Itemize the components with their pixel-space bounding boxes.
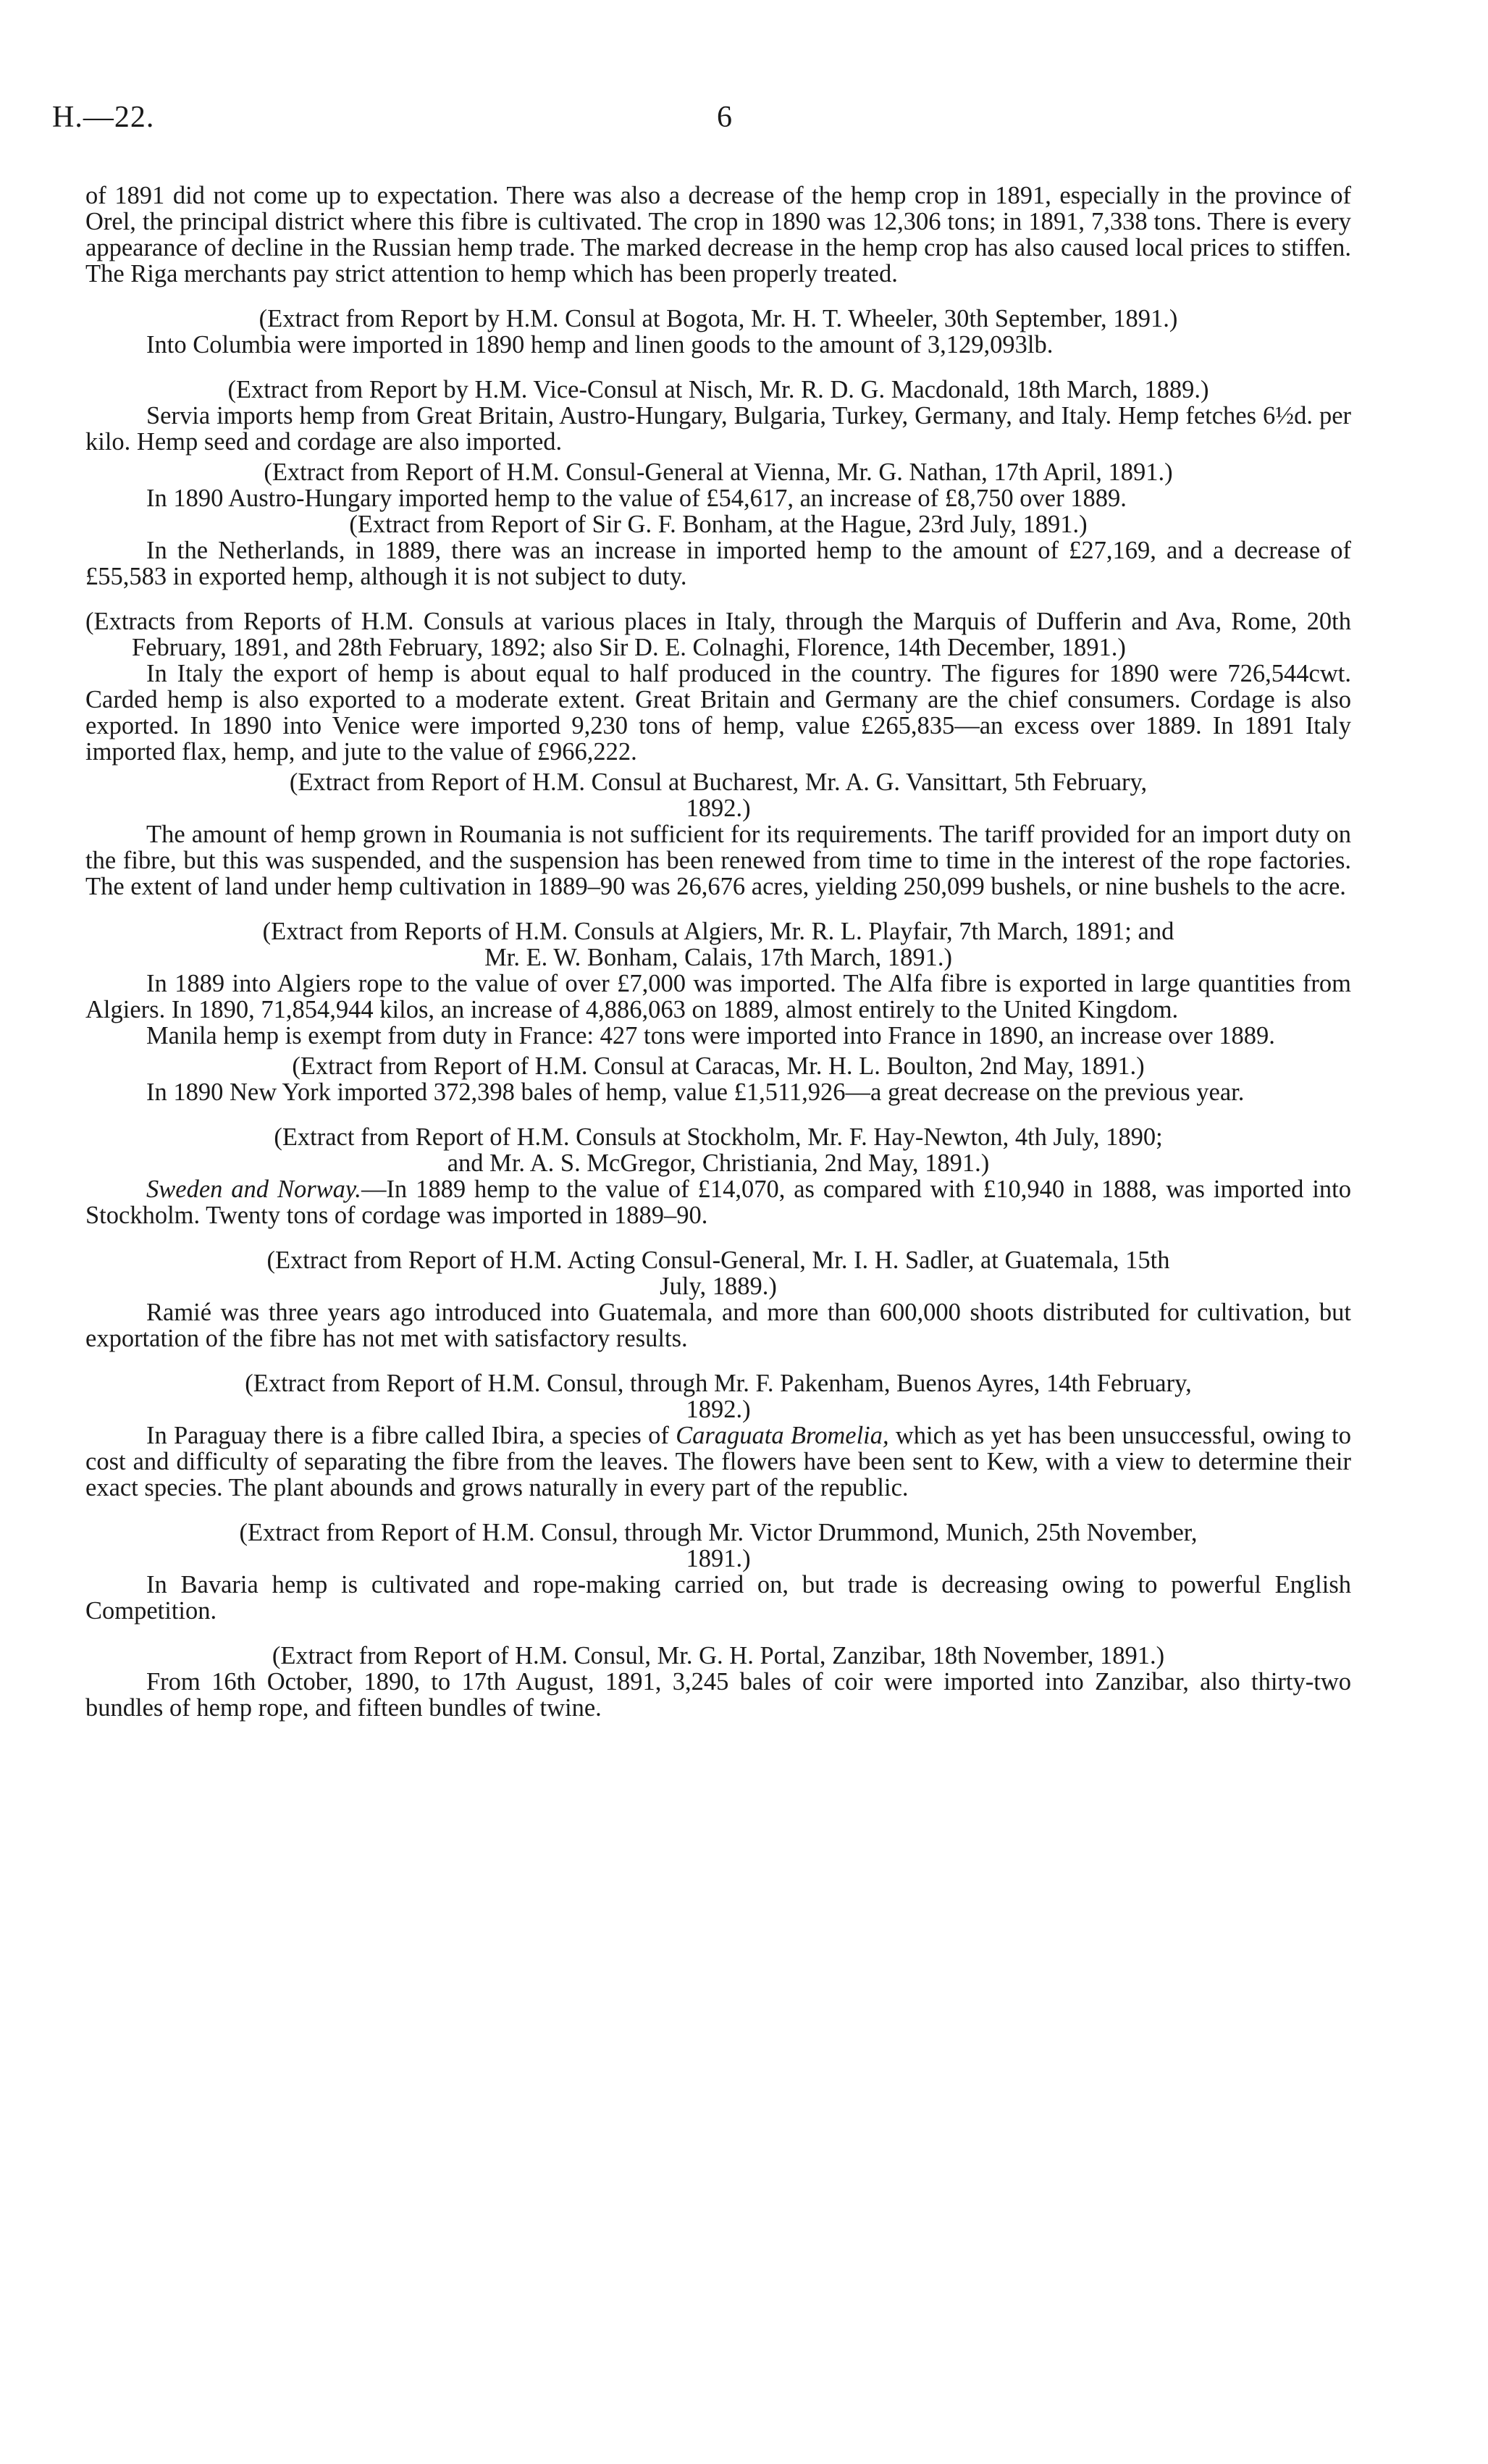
paragraph-paraguay [85,1422,1351,1501]
extract-heading-italy: (Extracts from Reports of H.M. Consuls at various places in Italy, through the Marquis of Dufferin and Ava, Rome, 20th February, 1891, and 28th February, 1892; also Sir D. E. Colnaghi, Florence, 14th December, 1891.) [85,608,1351,661]
extract-heading-bucharest-line1: (Extract from Report of H.M. Consul at Bucharest, Mr. A. G. Vansittart, 5th February, [289,768,1148,796]
document-reference: H.—22. [52,101,155,134]
paragraph-bavaria: In Bavaria hemp is cultivated and rope-making carried on, but trade is decreasing owing to powerful English Competition. [85,1571,1351,1625]
extract-heading-guatemala-line1: (Extract from Report of H.M. Acting Consul-General, Mr. I. H. Sadler, at Guatemala, 15th [266,1246,1170,1274]
extract-heading-munich [85,1520,1351,1572]
paragraph-algiers: In 1889 into Algiers rope to the value of over £7,000 was imported. The Alfa fibre is exported in large quantities from Algiers. In 1890, 71,854,944 kilos, an increase of 4,886,063 on 1889, almost entirely to the United Kingdom. [85,970,1351,1023]
extract-heading-algiers [85,918,1351,971]
extract-heading-bogota: (Extract from Report by H.M. Consul at Bogota, Mr. H. T. Wheeler, 30th September, 1891.) [258,305,1178,332]
extract-heading-buenos-ayres-line2: 1892.) [686,1396,751,1423]
paragraph-italy: In Italy the export of hemp is about equal to half produced in the country. The figures for 1890 were 726,544cwt. Carded hemp is also exported to a moderate extent. Great Britain and Germany are the chief consumers. Cordage is also exported. In 1890 into Venice were imported 9,230 tons of hemp, value £265,835—an excess over 1889. In 1891 Italy imported flax, hemp, and jute to the value of £966,222. [85,660,1351,766]
paragraph-austro-hungary: In 1890 Austro-Hungary imported hemp to the value of £54,617, an increase of £8,750 over 1889. [146,485,1127,512]
extract-heading-munich-line2: 1891.) [686,1545,751,1572]
paraguay-text-end: which as yet has been unsuccessful, owing to cost and difficulty of separating the fibre from the leaves. The flowers have been sent to Kew, with a view to determine their exact species. The plant abounds and grows naturally in every part of the republic. [85,1422,1351,1501]
extract-heading-vienna: (Extract from Report of H.M. Consul-General at Vienna, Mr. G. Nathan, 17th April, 1891.) [264,458,1173,486]
extract-heading-stockholm-line1: (Extract from Report of H.M. Consuls at Stockholm, Mr. F. Hay-Newton, 4th July, 1890; [274,1123,1163,1151]
page-number: 6 [717,101,732,134]
paragraph-russia-hemp: of 1891 did not come up to expectation. There was also a decrease of the hemp crop in 1891, especially in the province of Orel, the principal district where this fibre is cultivated. The crop in 1890 was 12,306 tons; in 1891, 7,338 tons. There is every appearance of decline in the Russian hemp trade. The marked decrease in the hemp crop has also caused local prices to stiffen. The Riga merchants pay strict attention to hemp which has been properly treated. [85,182,1351,288]
extract-heading-algiers-line2: Mr. E. W. Bonham, Calais, 17th March, 1891.) [484,944,952,971]
extract-heading-stockholm-line2: and Mr. A. S. McGregor, Christiania, 2nd May, 1891.) [447,1149,990,1177]
paragraph-roumania: The amount of hemp grown in Roumania is not sufficient for its requirements. The tariff provided for an import duty on the fibre, but this was suspended, and the suspension has been renewed from time to time in the interest of the rope factories. The extent of land under hemp cultivation in 1889–90 was 26,676 acres, yielding 250,099 bushels, or nine bushels to the acre. [85,821,1351,900]
extract-heading-bucharest-line2: 1892.) [686,795,751,822]
extract-heading-buenos-ayres-line1: (Extract from Report of H.M. Consul, through Mr. F. Pakenham, Buenos Ayres, 14th February, [245,1370,1192,1397]
extract-heading-bucharest [85,769,1351,821]
paragraph-sweden-norway [85,1176,1351,1228]
paragraph-guatemala: Ramié was three years ago introduced into Guatemala, and more than 600,000 shoots distributed for cultivation, but exportation of the fibre has not met with satisfactory results. [85,1299,1351,1352]
extract-heading-zanzibar: (Extract from Report of H.M. Consul, Mr. G. H. Portal, Zanzibar, 18th November, 1891.) [272,1642,1165,1669]
extract-heading-guatemala [85,1247,1351,1299]
page-header [0,100,1488,143]
paragraph-columbia: Into Columbia were imported in 1890 hemp and linen goods to the amount of 3,129,093lb. [146,331,1054,359]
extract-heading-guatemala-line2: July, 1889.) [660,1273,777,1300]
page-body [85,183,1351,1721]
sweden-norway-text: —In 1889 hemp to the value of £14,070, as compared with £10,940 in 1888, was imported into Stockholm. Twenty tons of cordage was imported in 1889–90. [85,1176,1352,1229]
extract-heading-algiers-line1: (Extract from Reports of H.M. Consuls at Algiers, Mr. R. L. Playfair, 7th March, 1891; and [262,918,1174,945]
paraguay-species-name: Caraguata Bromelia, [676,1422,889,1449]
extract-heading-hague: (Extract from Report of Sir G. F. Bonham, at the Hague, 23rd July, 1891.) [349,511,1088,538]
sweden-norway-lead: Sweden and Norway. [146,1176,361,1203]
extract-heading-buenos-ayres [85,1370,1351,1422]
paragraph-new-york: In 1890 New York imported 372,398 bales of hemp, value £1,511,926—a great decrease on the previous year. [146,1078,1245,1106]
paragraph-zanzibar: From 16th October, 1890, to 17th August, 1891, 3,245 bales of coir were imported into Zanzibar, also thirty-two bundles of hemp rope, and fifteen bundles of twine. [85,1668,1351,1722]
extract-heading-munich-line1: (Extract from Report of H.M. Consul, through Mr. Victor Drummond, Munich, 25th November, [239,1519,1198,1546]
paragraph-servia: Servia imports hemp from Great Britain, Austro-Hungary, Bulgaria, Turkey, Germany, and Italy. Hemp fetches 6½d. per kilo. Hemp seed and cordage are also imported. [85,402,1351,456]
paragraph-manila-hemp: Manila hemp is exempt from duty in France: 427 tons were imported into France in 1890, an increase over 1889. [146,1022,1275,1049]
extract-heading-nisch: (Extract from Report by H.M. Vice-Consul at Nisch, Mr. R. D. G. Macdonald, 18th March, 1889.) [227,376,1209,403]
extract-heading-stockholm [85,1124,1351,1176]
extract-heading-caracas: (Extract from Report of H.M. Consul at Caracas, Mr. H. L. Boulton, 2nd May, 1891.) [292,1052,1145,1080]
paraguay-text-start: In Paraguay there is a fibre called Ibira, a species of [146,1422,676,1449]
paragraph-netherlands: In the Netherlands, in 1889, there was an increase in imported hemp to the amount of £27,169, and a decrease of £55,583 in exported hemp, although it is not subject to duty. [85,537,1351,590]
